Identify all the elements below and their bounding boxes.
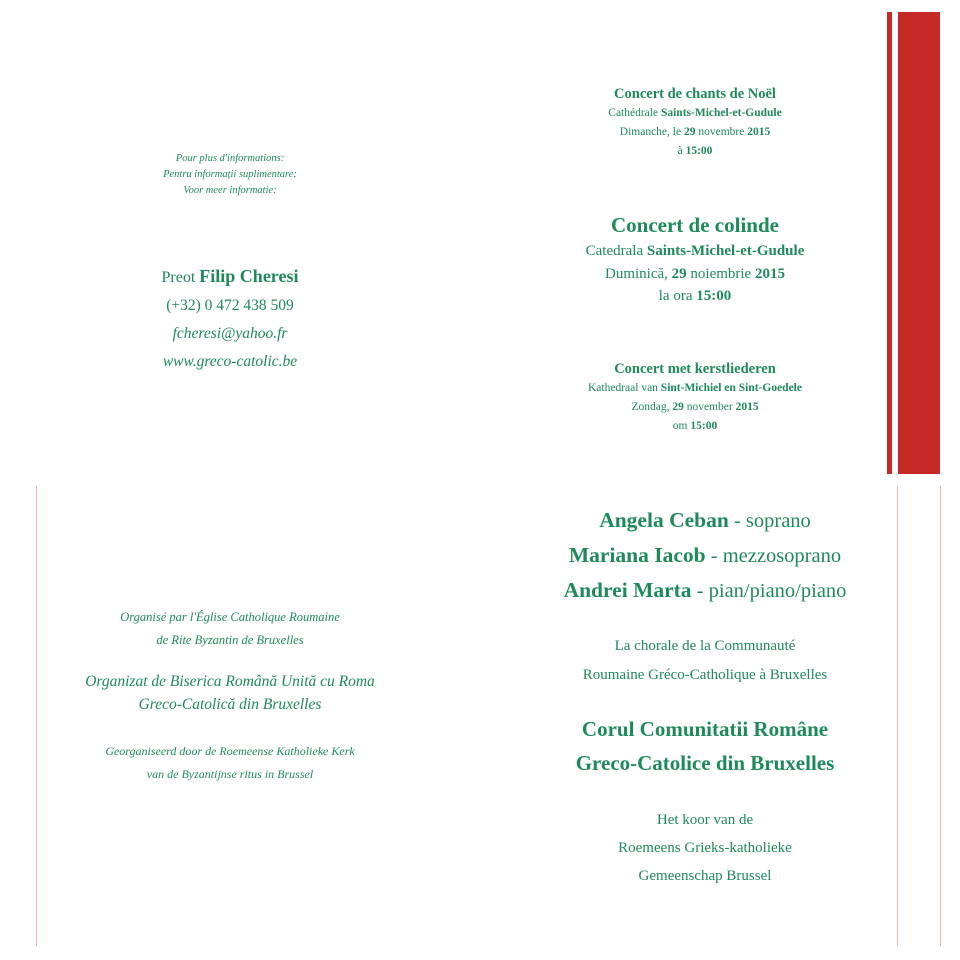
concert-ro-month: noiembrie (690, 265, 752, 282)
organizer-ro (40, 670, 420, 716)
red-stripe-wide (898, 12, 940, 474)
concert-ro-venue-prefix: Catedrala (585, 243, 644, 259)
concert-nl-time: 15:00 (690, 420, 718, 432)
concert-ro-venue-row (540, 240, 850, 263)
concert-fr-block (540, 85, 850, 161)
contact-title: Preot (161, 269, 196, 286)
concert-ro-date-row (540, 263, 850, 286)
concert-fr-year: 2015 (747, 126, 771, 138)
performer-role: - pian/piano/piano (696, 580, 847, 602)
concert-ro-date-prefix: Duminică, (605, 265, 668, 282)
organizer-ro-line1: Organizat de Biserica Română Unită cu Roma (85, 673, 375, 690)
concert-ro-time-row (540, 285, 850, 308)
organizer-fr-line1: Organisé par l'Église Catholique Roumaine (120, 610, 340, 624)
chorale-fr-line1: La chorale de la Communauté (614, 638, 796, 654)
contact-name-row (110, 262, 350, 292)
chorale-fr (500, 632, 910, 690)
concert-nl-time-prefix: om (672, 420, 688, 432)
chorale-ro-line1: Corul Comunitatii Române (581, 717, 829, 741)
concert-ro-block (540, 210, 850, 308)
chorale-ro (500, 712, 910, 780)
concert-ro-title: Concert de colinde (611, 213, 779, 237)
info-line-ro: Pentru informații suplimentare: (163, 169, 297, 180)
concert-nl-year: 2015 (735, 401, 759, 413)
performer-role: - soprano (733, 510, 811, 532)
concert-nl-date-prefix: Zondag, (631, 401, 670, 413)
organizer-nl-line1: Georganiseerd door de Roemeense Katholieke Kerk (105, 744, 355, 758)
contact-website[interactable]: www.greco-catolic.be (162, 353, 298, 370)
concert-fr-time: 15:00 (685, 145, 713, 157)
concert-fr-day: 29 (683, 126, 696, 138)
organizer-ro-line2: Greco-Catolică din Bruxelles (138, 696, 322, 713)
performer-row (500, 573, 910, 608)
concert-fr-title: Concert de chants de Noël (614, 86, 776, 102)
info-block (110, 151, 350, 199)
contact-block (110, 262, 350, 376)
info-line-nl: Voor meer informatie: (183, 185, 277, 196)
concert-ro-time: 15:00 (696, 288, 732, 304)
concert-fr-venue-row (540, 104, 850, 123)
concert-fr-time-prefix: à (677, 145, 683, 157)
concert-fr-venue: Saints-Michel-et-Gudule (660, 107, 782, 119)
contact-name: Filip Cheresi (199, 266, 299, 286)
concert-fr-month: novembre (698, 126, 745, 138)
organizer-nl (40, 740, 420, 786)
performers-block (500, 503, 910, 608)
chorale-nl-line2: Roemeens Grieks-katholieke (618, 840, 792, 856)
concert-nl-venue-row (540, 379, 850, 398)
concert-nl-time-row (540, 417, 850, 436)
chorale-nl (500, 806, 910, 890)
concert-nl-venue: Sint-Michiel en Sint-Goedele (660, 382, 802, 394)
red-stripe-thin (887, 12, 892, 474)
concert-ro-time-prefix: la ora (658, 288, 693, 304)
fold-line-right-outer (940, 486, 941, 946)
concert-nl-date-row (540, 398, 850, 417)
chorale-fr-line2: Roumaine Gréco-Catholique à Bruxelles (582, 667, 828, 683)
concert-nl-venue-prefix: Kathedraal van (588, 382, 658, 394)
performer-name: Mariana Iacob (568, 543, 706, 567)
concert-ro-venue: Saints-Michel-et-Gudule (646, 243, 805, 259)
performer-name: Angela Ceban (599, 508, 729, 532)
performer-name: Andrei Marta (563, 578, 692, 602)
organizer-fr-line2: de Rite Byzantin de Bruxelles (156, 633, 304, 647)
performer-role: - mezzosoprano (710, 545, 842, 567)
performer-row (500, 538, 910, 573)
organizer-fr (40, 606, 420, 652)
concert-fr-date-row (540, 123, 850, 142)
contact-phone: (+32) 0 472 438 509 (166, 297, 294, 314)
chorale-ro-line2: Greco-Catolice din Bruxelles (575, 751, 835, 775)
concert-nl-day: 29 (672, 401, 684, 413)
concert-fr-time-row (540, 142, 850, 161)
concert-ro-year: 2015 (754, 265, 785, 282)
contact-email[interactable]: fcheresi@yahoo.fr (172, 325, 288, 342)
concert-nl-title: Concert met kerstliederen (614, 361, 776, 377)
chorale-nl-line3: Gemeenschap Brussel (638, 868, 772, 884)
info-line-fr: Pour plus d'informations: (175, 153, 285, 164)
concert-fr-venue-prefix: Cathédrale (608, 107, 659, 119)
performer-row (500, 503, 910, 538)
fold-line-left (36, 486, 37, 946)
chorale-nl-line1: Het koor van de (656, 812, 754, 828)
organizer-nl-line2: van de Byzantijnse ritus in Brussel (146, 767, 314, 781)
concert-fr-date-prefix: Dimanche, le (619, 126, 682, 138)
concert-ro-day: 29 (671, 265, 687, 282)
concert-nl-block (540, 359, 850, 436)
concert-nl-month: november (686, 401, 733, 413)
